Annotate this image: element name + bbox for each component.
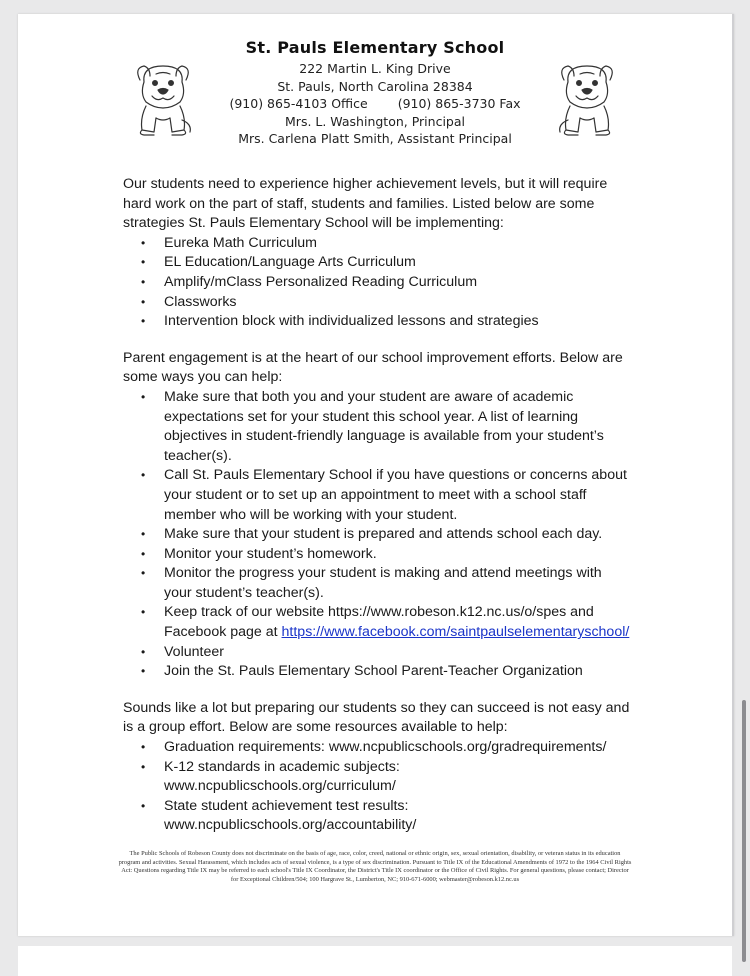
list-item: • Amplify/mClass Personalized Reading Curriculum: [123, 273, 633, 293]
list-item: • Monitor the progress your student is making and attend meetings with your student’s teacher(s).: [123, 564, 633, 603]
list-item: • K-12 standards in academic subjects: www.ncpublicschools.org/curriculum/: [123, 758, 633, 797]
principal: Mrs. L. Washington, Principal: [285, 113, 465, 129]
scrollbar[interactable]: [742, 700, 746, 962]
address-line-1: 222 Martin L. King Drive: [299, 61, 451, 76]
assistant-principal: Mrs. Carlena Platt Smith, Assistant Principal: [238, 131, 512, 146]
list-item: • Eureka Math Curriculum: [123, 234, 633, 254]
list-item: • Volunteer: [123, 643, 633, 663]
engagement-list: [123, 388, 633, 682]
address-line-2: St. Pauls, North Carolina 28384: [277, 78, 473, 94]
next-page: [18, 946, 732, 976]
list-item: • Graduation requirements: www.ncpublicschools.org/gradrequirements/: [123, 738, 633, 758]
list-item: • State student achievement test results: www.ncpublicschools.org/accountability/: [123, 797, 633, 836]
resources-list: [123, 738, 633, 836]
list-item: • Classworks: [123, 293, 633, 313]
list-item: • Join the St. Pauls Elementary School Parent-Teacher Organization: [123, 662, 633, 682]
list-item: • Call St. Pauls Elementary School if you have questions or concerns about your student or to set up an appointment to meet with a school staff member who will be working with your student.: [123, 466, 633, 525]
engagement-intro: Parent engagement is at the heart of our school improvement efforts. Below are some ways you can help:: [123, 349, 623, 386]
strategies-intro: Our students need to experience higher achievement levels, but it will require hard work on the part of staff, students and families. Listed below are some strategies St. Pauls Elementary School will be implementing:: [123, 176, 608, 232]
document-page: [18, 14, 734, 936]
list-item: • EL Education/Language Arts Curriculum: [123, 253, 633, 273]
letter-body: [123, 175, 633, 836]
resources-intro: Sounds like a lot but preparing our students so they can succeed is not easy and is a group effort. Below are some resources available to help:: [123, 699, 630, 736]
letterhead: [18, 38, 732, 148]
strategies-list: [123, 234, 633, 332]
phone-line: [18, 95, 732, 113]
website-text: Keep track of our website https://www.robeson.k12.nc.us/o/spes and Facebook page at: [164, 604, 594, 641]
list-item: • Intervention block with individualized lessons and strategies: [123, 312, 633, 332]
list-item-website: [123, 603, 633, 642]
office-phone: (910) 865-4103 Office: [229, 96, 368, 111]
list-item: • Make sure that your student is prepared and attends school each day.: [123, 525, 633, 545]
list-item: • Monitor your student’s homework.: [123, 545, 633, 565]
school-name: St. Pauls Elementary School: [245, 38, 505, 57]
fax-number: (910) 865-3730 Fax: [397, 96, 521, 111]
list-item: • Make sure that both you and your student are aware of academic expectations set for your student this school year. A list of learning objectives in student-friendly language is available from your student’s teacher(s).: [123, 388, 633, 466]
facebook-link[interactable]: https://www.facebook.com/saintpaulselementaryschool/: [281, 624, 630, 641]
nondiscrimination-notice: The Public Schools of Robeson County does not discriminate on the basis of age, race, color, creed, national or ethnic origin, sex, sexual orientation, disability, or veteran status in its education program and activities. Sexual Harassment, which includes acts of sexual violence, is a type of sex discrimination. Pursuant to Title IX of the Educational Amendments of 1972 to the 1964 Civil Rights Act: Questions regarding Title IX may be referred to each school's Title IX Coordinator, the District's Title IX coordinator or the Office of Civil Rights. For general questions, please contact; Director for Exceptional Children/504; 100 Hargrave St., Lumberton, NC; 910-671-6000; webmaster@robeson.k12.nc.us: [118, 850, 632, 883]
